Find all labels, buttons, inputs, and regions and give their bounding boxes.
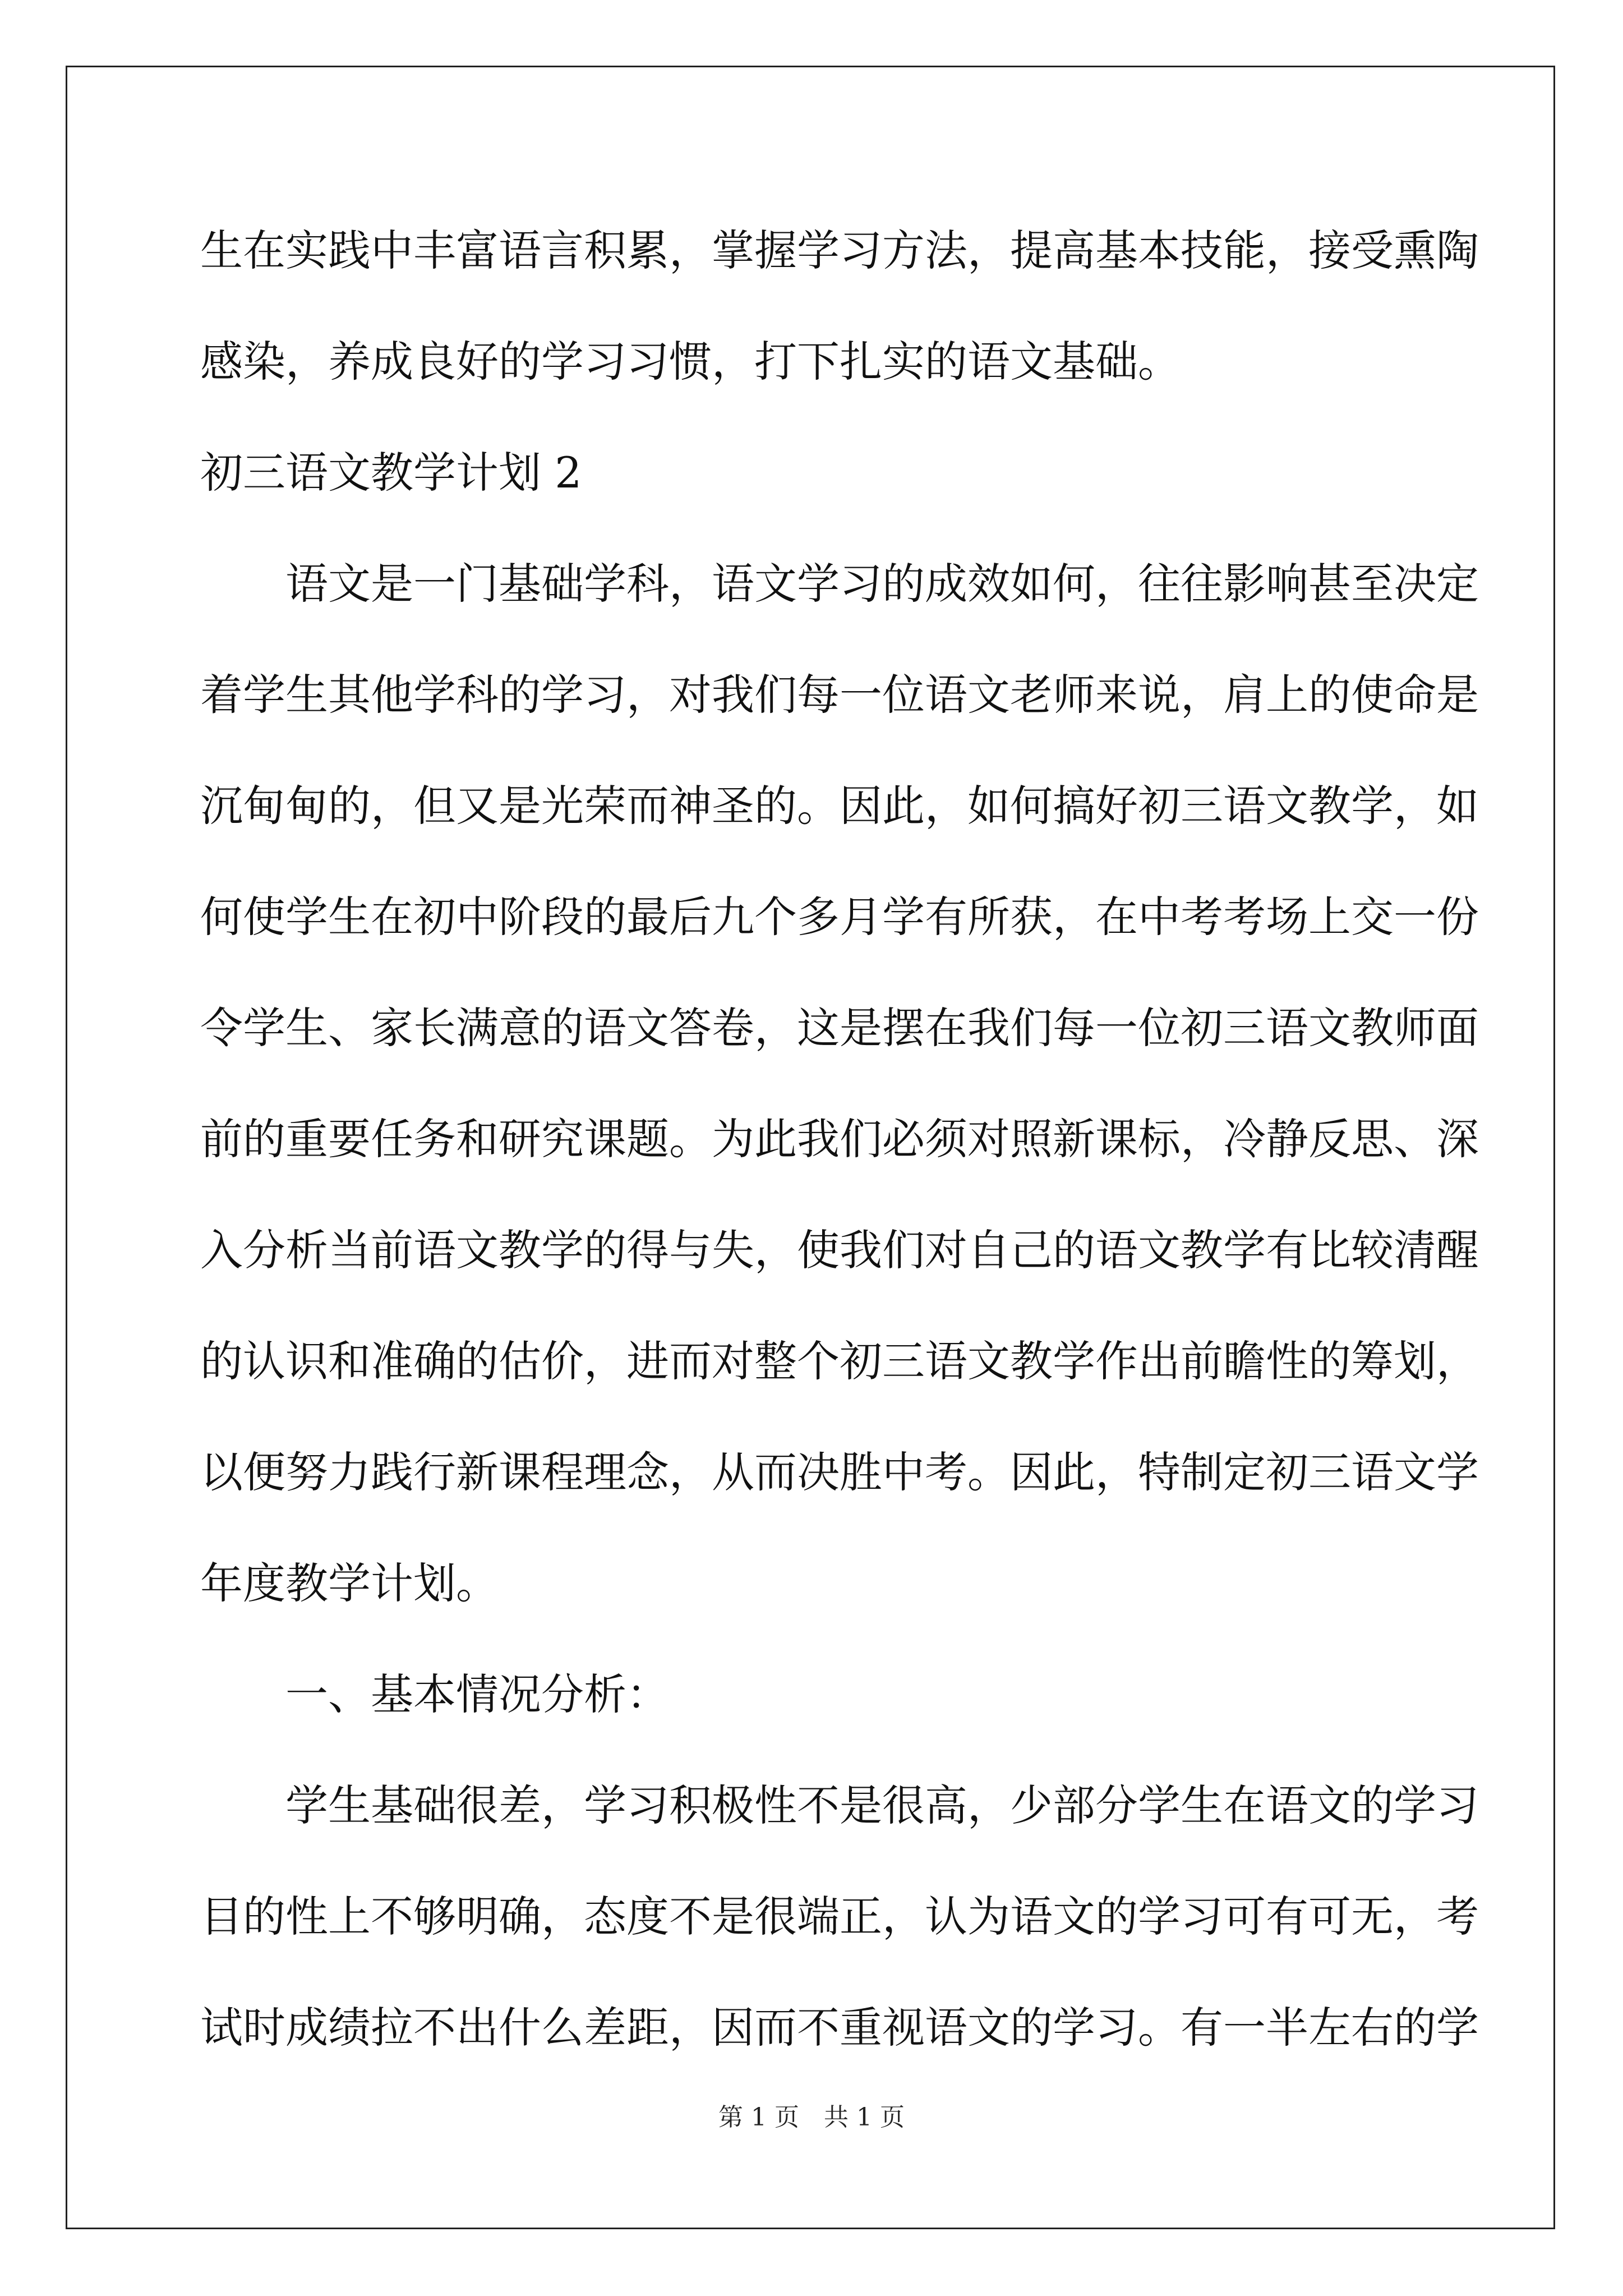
page-number-footer: 第 1 页 共 1 页 <box>718 2103 905 2132</box>
text-line: 试时成绩拉不出什么差距，因而不重视语文的学习。有一半左右的学 <box>200 2003 1479 2053</box>
text-line: 以便努力践行新课程理念，从而决胜中考。因此，特制定初三语文学 <box>200 1447 1479 1497</box>
text-line: 何使学生在初中阶段的最后九个多月学有所获，在中考考场上交一份 <box>200 892 1479 942</box>
text-line: 年度教学计划。 <box>200 1558 499 1608</box>
text-line: 着学生其他学科的学习，对我们每一位语文老师来说，肩上的使命是 <box>200 670 1479 720</box>
section-heading: 初三语文教学计划 2 <box>200 448 582 498</box>
text-line: 学生基础很差，学习积极性不是很高，少部分学生在语文的学习 <box>285 1780 1479 1830</box>
subsection-heading: 一、基本情况分析： <box>285 1669 669 1719</box>
text-line: 目的性上不够明确，态度不是很端正，认为语文的学习可有可无，考 <box>200 1892 1479 1941</box>
text-line: 令学生、家长满意的语文答卷，这是摆在我们每一位初三语文教师面 <box>200 1003 1479 1053</box>
text-line: 入分析当前语文教学的得与失，使我们对自己的语文教学有比较清醒 <box>200 1225 1479 1275</box>
text-line: 语文是一门基础学科，语文学习的成效如何，往往影响甚至决定 <box>285 559 1479 609</box>
document-body <box>200 213 1479 2101</box>
text-line: 前的重要任务和研究课题。为此我们必须对照新课标，冷静反思、深 <box>200 1114 1479 1164</box>
text-line: 的认识和准确的估价，进而对整个初三语文教学作出前瞻性的筹划， <box>200 1336 1479 1386</box>
text-line: 生在实践中丰富语言积累，掌握学习方法，提高基本技能，接受熏陶 <box>200 226 1479 275</box>
text-line: 感染，养成良好的学习习惯，打下扎实的语文基础。 <box>200 337 1181 386</box>
text-line: 沉甸甸的，但又是光荣而神圣的。因此，如何搞好初三语文教学，如 <box>200 781 1479 831</box>
